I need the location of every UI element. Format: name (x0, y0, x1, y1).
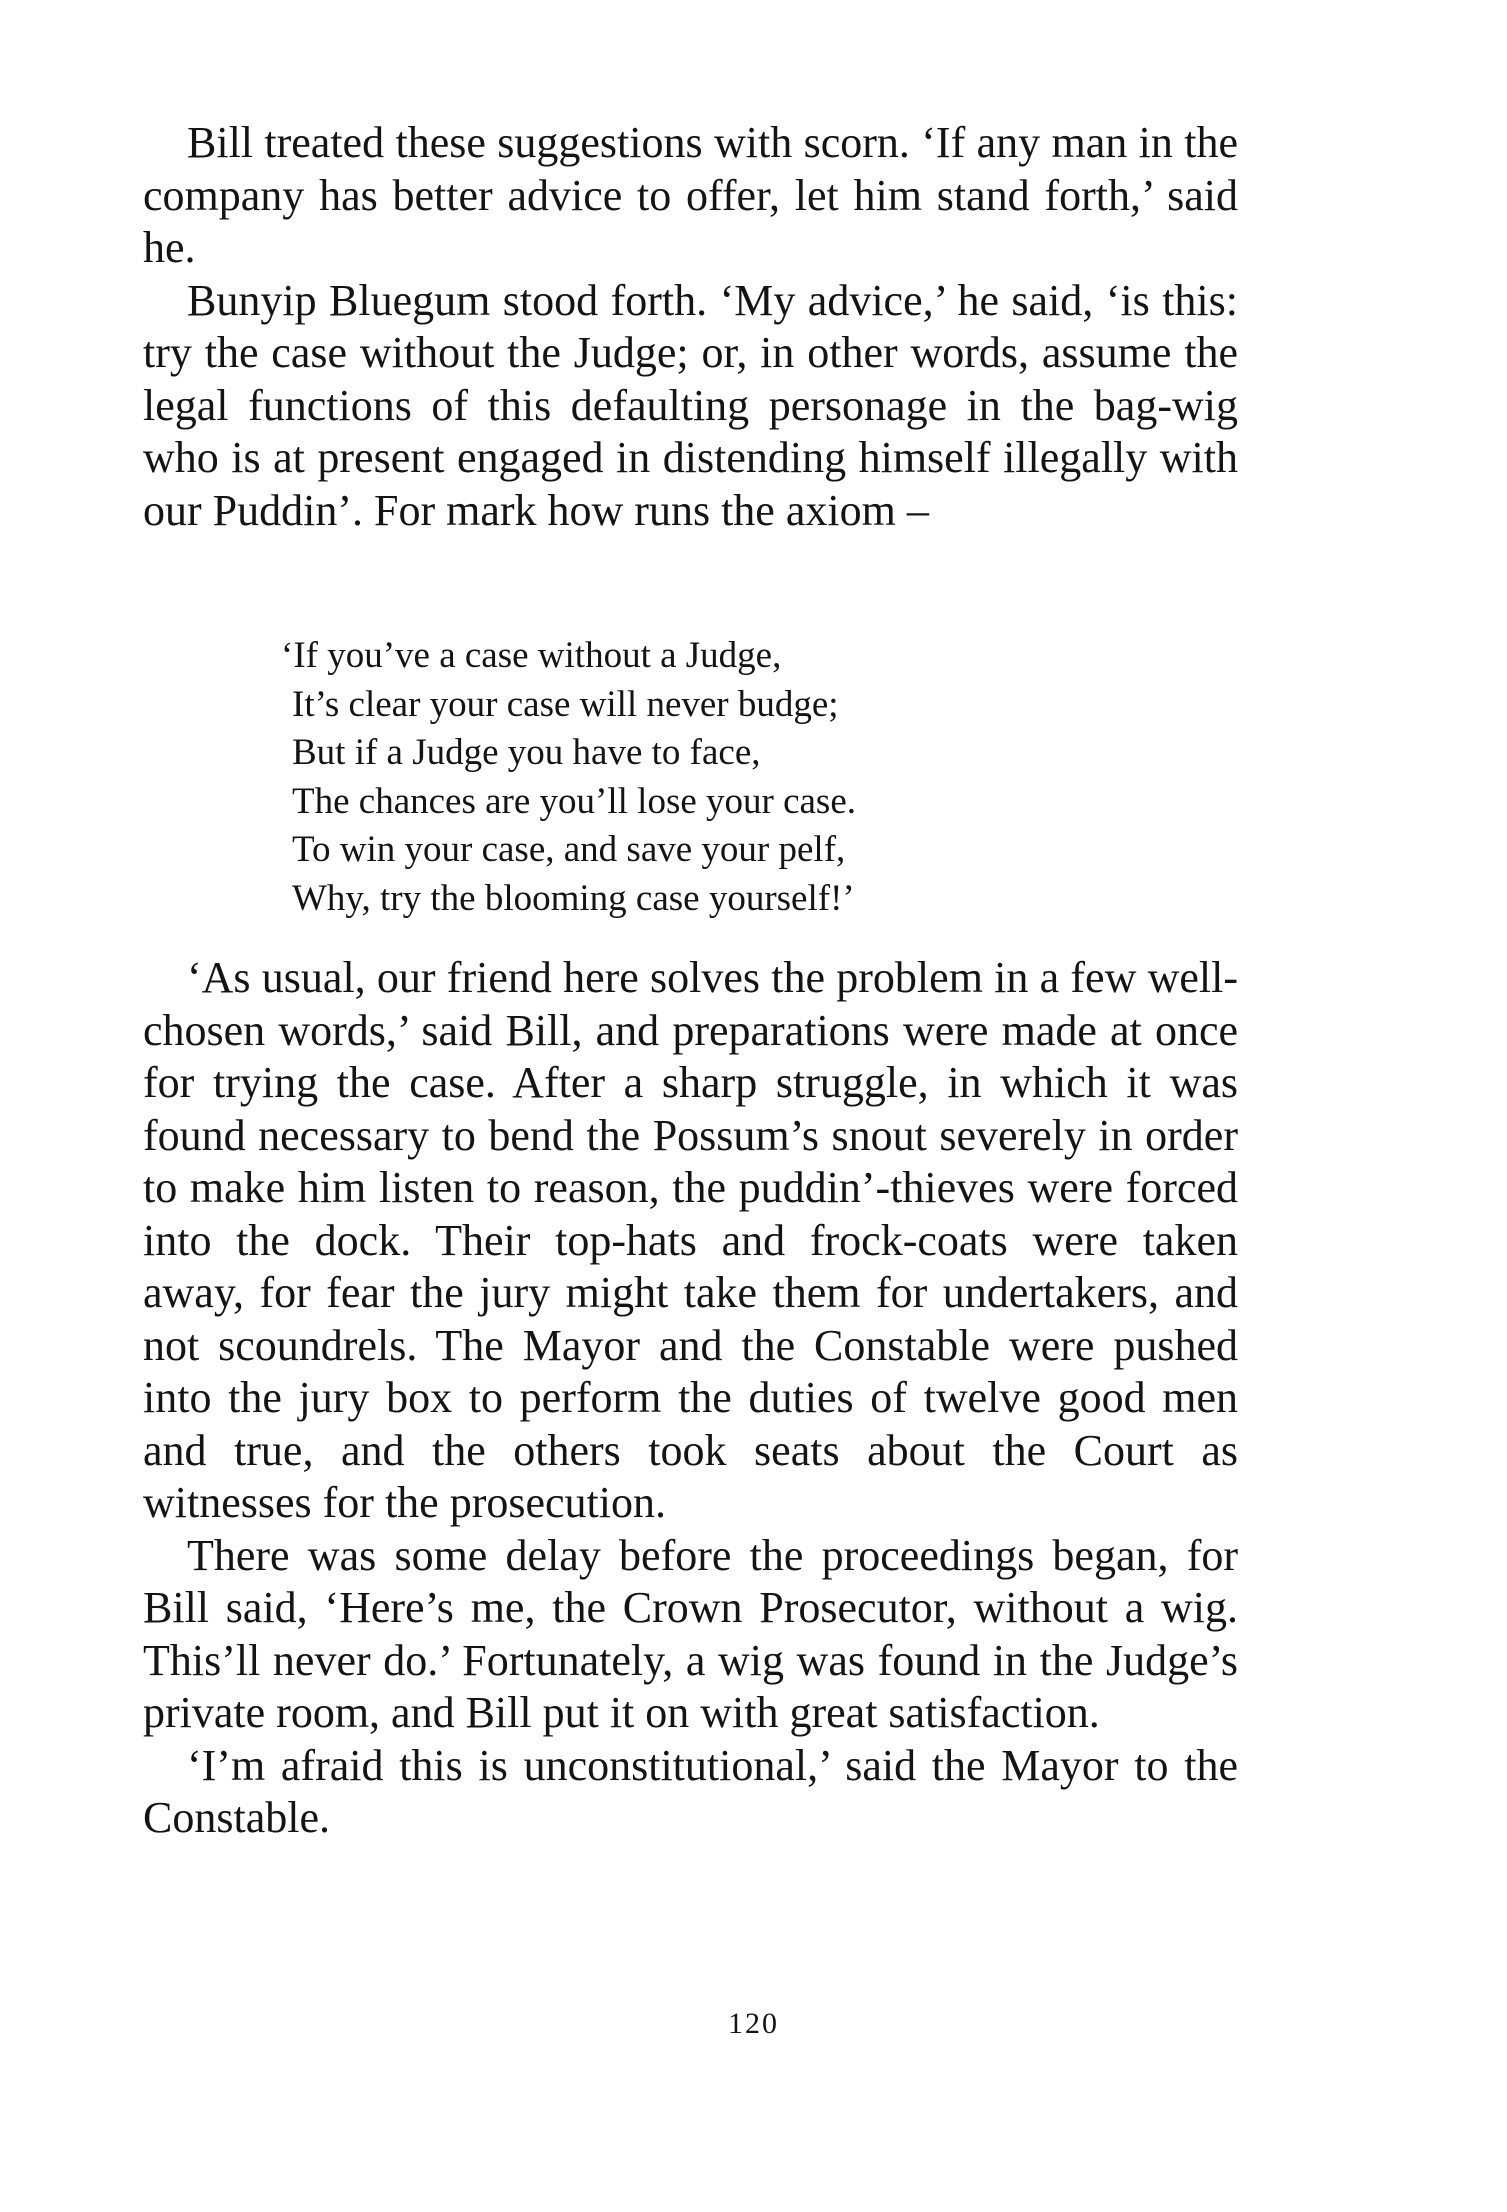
bottom-text-block (143, 952, 1238, 1845)
verse-line: But if a Judge you have to face, (292, 732, 761, 773)
verse-line: ‘If you’ve a case without a Judge, (281, 635, 782, 676)
page-number: 120 (728, 2007, 779, 2040)
paragraph: Bill treated these suggestions with scorn. ‘If any man in the company has better advice to offer, let him stand forth,’ said he. (143, 118, 1238, 272)
verse-line: It’s clear your case will never budge; (292, 683, 839, 725)
verse-line: The chances are you’ll lose your case. (292, 780, 856, 822)
paragraph: ‘As usual, our friend here solves the problem in a few well-chosen words,’ said Bill, and preparations were made at once for trying the case. After a sharp struggle, in which it was found necessary to bend the Possum’s snout severely in order to make him listen to reason, the puddin’-thieves were forced into the dock. Their top-hats and frock-coats were taken away, for fear the jury might take them for undertakers, and not scoundrels. The Mayor and the Constable were pushed into the jury box to perform the duties of twelve good men and true, and the others took seats about the Court as witnesses for the prosecution. (143, 953, 1238, 1527)
top-text-block (143, 117, 1238, 537)
paragraph: Bunyip Bluegum stood forth. ‘My advice,’ he said, ‘is this: try the case without the Judge; or, in other words, assume the legal functions of this defaulting personage in the bag-wig who is at present engaged in distending himself illegally with our Puddin’. For mark how runs the axiom – (143, 275, 1238, 535)
verse-line: Why, try the blooming case yourself!’ (292, 877, 855, 919)
verse-line: To win your case, and save your pelf, (292, 829, 846, 870)
verse-block (281, 632, 1092, 923)
paragraph: There was some delay before the proceedings began, for Bill said, ‘Here’s me, the Crown Prosecutor, without a wig. This’ll never do.’ Fortunately, a wig was found in the Judge’s private room, and Bill put it on with great satisfaction. (143, 1530, 1238, 1737)
paragraph: ‘I’m afraid this is unconstitutional,’ said the Mayor to the Constable. (143, 1740, 1238, 1842)
